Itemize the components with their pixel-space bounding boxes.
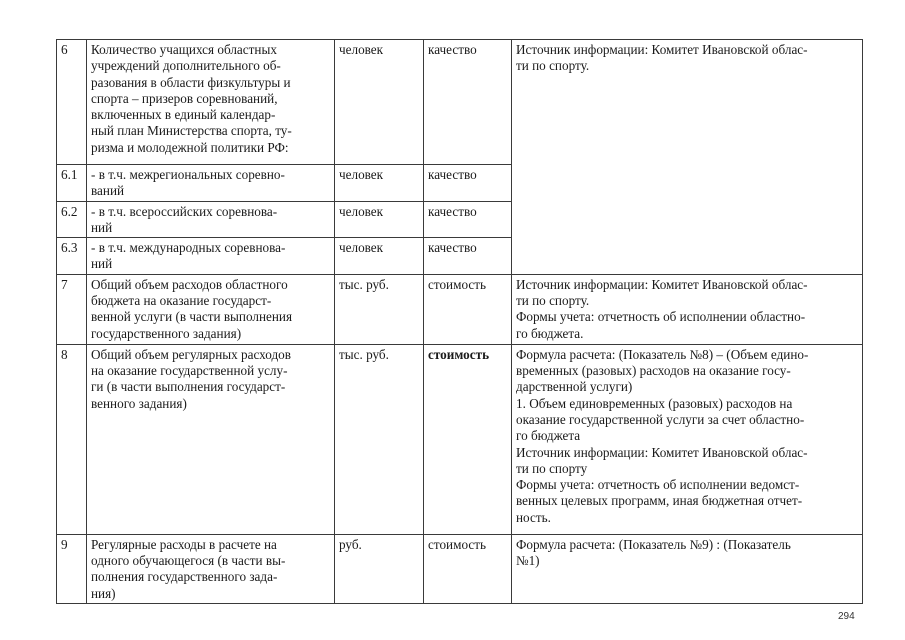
row-number: 8 [57, 344, 87, 534]
unit-cell: человек [335, 238, 424, 275]
row-number: 6 [57, 40, 87, 165]
type-cell: качество [424, 40, 512, 165]
type-cell: стоимость [424, 344, 512, 534]
unit-cell: человек [335, 201, 424, 238]
description-cell: Формула расчета: (Показатель №8) – (Объем едино- временных (разовых) расходов на оказание госу- дарственной услуги) 1. Объем единовременных (разовых) расходов на оказание государственной услуги за счет областно- го бюджета Источник информации: Комитет Ивановской облас- ти по спорту Формы учета: отчетность об исполнении ведомст- венных целевых программ, иная бюджетная отчет- ность. [512, 344, 863, 534]
table-row-9 [57, 534, 863, 603]
row-number: 7 [57, 274, 87, 344]
indicator-name: - в т.ч. межрегиональных соревно- ваний [87, 165, 335, 202]
unit-cell: руб. [335, 534, 424, 603]
indicator-name: - в т.ч. международных соревнова- ний [87, 238, 335, 275]
unit-cell: тыс. руб. [335, 274, 424, 344]
indicator-name: Регулярные расходы в расчете на одного обучающегося (в части вы- полнения государственного зада- ния) [87, 534, 335, 603]
indicator-name: Общий объем расходов областного бюджета на оказание государст- венной услуги (в части выполнения государственного задания) [87, 274, 335, 344]
table-row-8 [57, 344, 863, 534]
table-row-7 [57, 274, 863, 344]
description-cell: Источник информации: Комитет Ивановской облас- ти по спорту. Формы учета: отчетность об исполнении областно- го бюджета. [512, 274, 863, 344]
indicator-name: Общий объем регулярных расходов на оказание государственной услу- ги (в части выполнения государст- венного задания) [87, 344, 335, 534]
unit-cell: человек [335, 40, 424, 165]
type-cell: качество [424, 165, 512, 202]
row-number: 9 [57, 534, 87, 603]
type-cell: стоимость [424, 274, 512, 344]
description-cell: Источник информации: Комитет Ивановской облас- ти по спорту. [512, 40, 863, 275]
row-number: 6.1 [57, 165, 87, 202]
type-cell: качество [424, 201, 512, 238]
indicator-name: - в т.ч. всероссийских соревнова- ний [87, 201, 335, 238]
type-cell: стоимость [424, 534, 512, 603]
page-number: 294 [838, 611, 855, 622]
description-cell: Формула расчета: (Показатель №9) : (Показатель №1) [512, 534, 863, 603]
row-number: 6.3 [57, 238, 87, 275]
unit-cell: человек [335, 165, 424, 202]
unit-cell: тыс. руб. [335, 344, 424, 534]
indicator-table [56, 39, 863, 604]
table-row-6 [57, 40, 863, 165]
row-number: 6.2 [57, 201, 87, 238]
type-cell: качество [424, 238, 512, 275]
indicator-name: Количество учащихся областных учреждений дополнительного об- разования в области физкультуры и спорта – призеров соревнований, включенных в единый календар- ный план Министерства спорта, ту- ризма и молодежной политики РФ: [87, 40, 335, 165]
